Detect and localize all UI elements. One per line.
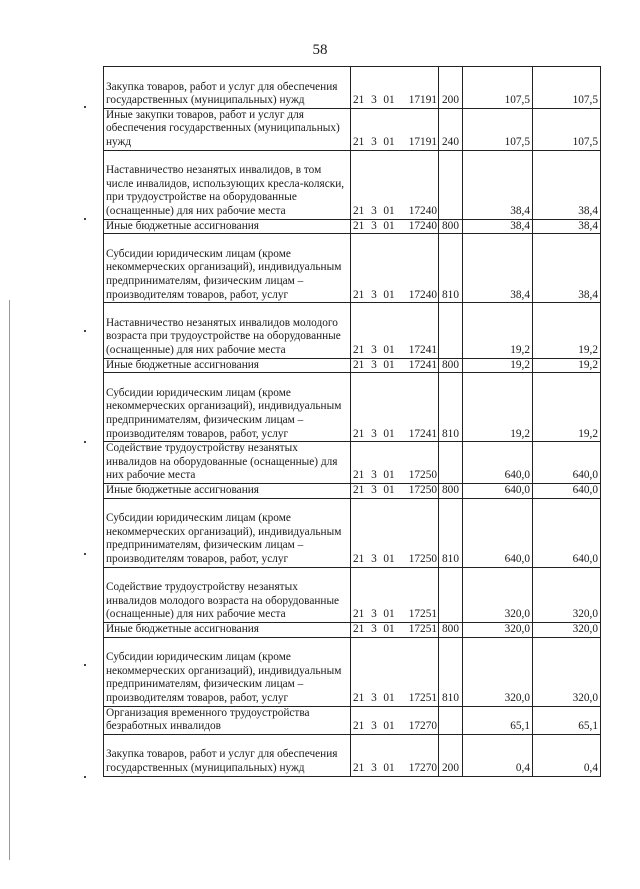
row-code xyxy=(351,108,439,150)
row-code xyxy=(351,373,439,442)
code-part: 17250 xyxy=(408,483,437,496)
code-part: 21 xyxy=(353,136,365,148)
row-amount-2: 640,0 xyxy=(533,442,601,484)
code-part: 21 xyxy=(353,469,365,482)
code-part: 21 xyxy=(353,608,365,621)
row-amount-2: 107,5 xyxy=(533,67,601,109)
row-name: Иные бюджетные ассигнования xyxy=(104,219,351,234)
row-expense-type xyxy=(439,442,463,484)
code-part: 01 xyxy=(383,469,395,482)
scan-dot xyxy=(84,664,86,666)
row-amount-1: 19,2 xyxy=(463,358,533,373)
row-amount-1: 640,0 xyxy=(463,483,533,498)
code-part: 01 xyxy=(383,219,395,232)
row-code xyxy=(351,358,439,373)
row-expense-type: 800 xyxy=(439,219,463,234)
code-part: 17240 xyxy=(408,219,437,232)
row-name: Субсидии юридическим лицам (кроме некоммерческих организаций), индивидуальным предпринимателям, физическим лицам – производителям товаров, работ, услуг xyxy=(104,498,351,567)
code-part: 21 xyxy=(353,483,365,496)
code-part: 01 xyxy=(383,761,395,774)
scan-dot xyxy=(84,441,86,443)
row-name: Субсидии юридическим лицам (кроме некоммерческих организаций), индивидуальным предпринимателям, физическим лицам – производителям товаров, работ, услуг xyxy=(104,637,351,706)
code-part: 01 xyxy=(383,552,395,565)
row-expense-type: 200 xyxy=(439,67,463,109)
row-expense-type xyxy=(439,567,463,622)
code-part: 01 xyxy=(383,483,395,496)
code-part: 01 xyxy=(383,358,395,371)
row-expense-type: 810 xyxy=(439,498,463,567)
row-name: Иные закупки товаров, работ и услуг для обеспечения государственных (муниципальных) нужд xyxy=(104,108,351,150)
code-part: 3 xyxy=(371,691,377,704)
row-code xyxy=(351,483,439,498)
code-part: 3 xyxy=(371,358,377,371)
row-amount-1: 320,0 xyxy=(463,637,533,706)
table-row xyxy=(104,498,601,567)
row-amount-2: 38,4 xyxy=(533,219,601,234)
row-expense-type: 810 xyxy=(439,234,463,303)
row-amount-1: 640,0 xyxy=(463,442,533,484)
row-expense-type: 810 xyxy=(439,637,463,706)
row-name: Наставничество незанятых инвалидов, в том числе инвалидов, использующих кресла-коляски, при трудоустройстве на оборудованные (оснащенные) для них рабочие места xyxy=(104,150,351,219)
row-name: Наставничество незанятых инвалидов молодого возраста при трудоустройстве на оборудованные (оснащенные) для них рабочие места xyxy=(104,303,351,358)
row-expense-type: 800 xyxy=(439,358,463,373)
code-part: 01 xyxy=(383,288,395,301)
row-expense-type xyxy=(439,150,463,219)
table-row xyxy=(104,567,601,622)
code-part: 21 xyxy=(353,219,365,232)
code-part: 3 xyxy=(371,483,377,496)
code-part: 17191 xyxy=(408,94,437,107)
row-expense-type xyxy=(439,303,463,358)
table-row xyxy=(104,373,601,442)
table-row xyxy=(104,150,601,219)
row-amount-1: 38,4 xyxy=(463,234,533,303)
code-part: 17251 xyxy=(408,622,437,635)
code-part: 3 xyxy=(371,469,377,482)
code-part: 17251 xyxy=(408,691,437,704)
code-part: 17240 xyxy=(408,288,437,301)
row-amount-2: 65,1 xyxy=(533,706,601,734)
row-amount-2: 38,4 xyxy=(533,234,601,303)
row-name: Субсидии юридическим лицам (кроме некоммерческих организаций), индивидуальным предпринимателям, физическим лицам – производителям товаров, работ, услуг xyxy=(104,373,351,442)
budget-table xyxy=(103,66,601,777)
table-row xyxy=(104,637,601,706)
code-part: 17241 xyxy=(408,427,437,440)
row-code xyxy=(351,234,439,303)
row-expense-type: 240 xyxy=(439,108,463,150)
code-part: 21 xyxy=(353,94,365,107)
row-expense-type: 800 xyxy=(439,622,463,637)
code-part: 17250 xyxy=(408,469,437,482)
code-part: 01 xyxy=(383,608,395,621)
row-amount-2: 320,0 xyxy=(533,622,601,637)
code-part: 01 xyxy=(383,205,395,217)
row-amount-2: 320,0 xyxy=(533,637,601,706)
code-part: 3 xyxy=(371,761,377,774)
row-code xyxy=(351,706,439,734)
code-part: 17250 xyxy=(408,552,437,565)
row-name: Субсидии юридическим лицам (кроме некоммерческих организаций), индивидуальным предпринимателям, физическим лицам – производителям товаров, работ, услуг xyxy=(104,234,351,303)
row-name: Иные бюджетные ассигнования xyxy=(104,483,351,498)
code-part: 01 xyxy=(383,94,395,107)
row-name: Закупка товаров, работ и услуг для обеспечения государственных (муниципальных) нужд xyxy=(104,734,351,776)
row-expense-type xyxy=(439,706,463,734)
table-row xyxy=(104,358,601,373)
code-part: 21 xyxy=(353,622,365,635)
code-part: 21 xyxy=(353,691,365,704)
row-code xyxy=(351,442,439,484)
row-code xyxy=(351,498,439,567)
code-part: 17191 xyxy=(408,136,437,148)
row-amount-2: 640,0 xyxy=(533,483,601,498)
code-part: 17241 xyxy=(408,358,437,371)
row-name: Закупка товаров, работ и услуг для обеспечения государственных (муниципальных) нужд xyxy=(104,67,351,109)
row-amount-2: 19,2 xyxy=(533,373,601,442)
row-amount-2: 19,2 xyxy=(533,358,601,373)
code-part: 17241 xyxy=(408,343,437,356)
row-code xyxy=(351,219,439,234)
row-name: Организация временного трудоустройства безработных инвалидов xyxy=(104,706,351,734)
row-expense-type: 800 xyxy=(439,483,463,498)
table-row xyxy=(104,219,601,234)
code-part: 21 xyxy=(353,427,365,440)
code-part: 3 xyxy=(371,205,377,217)
scan-margin-line xyxy=(9,300,10,860)
row-code xyxy=(351,637,439,706)
row-amount-2: 0,4 xyxy=(533,734,601,776)
row-code xyxy=(351,622,439,637)
row-code xyxy=(351,303,439,358)
row-amount-1: 320,0 xyxy=(463,567,533,622)
scan-dot xyxy=(84,218,86,220)
code-part: 21 xyxy=(353,288,365,301)
code-part: 3 xyxy=(371,720,377,733)
table-row xyxy=(104,442,601,484)
row-amount-1: 65,1 xyxy=(463,706,533,734)
code-part: 21 xyxy=(353,205,365,217)
row-amount-1: 38,4 xyxy=(463,219,533,234)
row-amount-2: 38,4 xyxy=(533,150,601,219)
row-amount-1: 107,5 xyxy=(463,108,533,150)
code-part: 3 xyxy=(371,288,377,301)
code-part: 3 xyxy=(371,622,377,635)
code-part: 17270 xyxy=(408,761,437,774)
scan-dot xyxy=(84,776,86,778)
code-part: 17270 xyxy=(408,720,437,733)
code-part: 21 xyxy=(353,552,365,565)
page-number: 58 xyxy=(312,42,328,58)
code-part: 01 xyxy=(383,343,395,356)
row-amount-1: 640,0 xyxy=(463,498,533,567)
row-name: Содействие трудоустройству незанятых инвалидов на оборудованные (оснащенные) для них рабочие места xyxy=(104,442,351,484)
code-part: 01 xyxy=(383,136,395,148)
table-row xyxy=(104,303,601,358)
code-part: 3 xyxy=(371,608,377,621)
code-part: 17240 xyxy=(408,205,437,217)
row-code xyxy=(351,150,439,219)
scan-dot xyxy=(84,330,86,332)
row-name: Иные бюджетные ассигнования xyxy=(104,622,351,637)
scan-dot xyxy=(84,106,86,108)
row-code xyxy=(351,67,439,109)
table-row xyxy=(104,67,601,109)
code-part: 21 xyxy=(353,720,365,733)
row-expense-type: 200 xyxy=(439,734,463,776)
row-name: Иные бюджетные ассигнования xyxy=(104,358,351,373)
table-row xyxy=(104,734,601,776)
code-part: 01 xyxy=(383,427,395,440)
row-name: Содействие трудоустройству незанятых инвалидов молодого возраста на оборудованные (оснащенные) для них рабочие места xyxy=(104,567,351,622)
code-part: 21 xyxy=(353,358,365,371)
code-part: 01 xyxy=(383,691,395,704)
code-part: 3 xyxy=(371,219,377,232)
row-code xyxy=(351,734,439,776)
code-part: 3 xyxy=(371,343,377,356)
table-row xyxy=(104,234,601,303)
code-part: 3 xyxy=(371,94,377,107)
budget-table-body xyxy=(104,67,601,777)
row-amount-1: 0,4 xyxy=(463,734,533,776)
row-amount-1: 19,2 xyxy=(463,373,533,442)
scan-dot xyxy=(84,553,86,555)
table-row xyxy=(104,108,601,150)
row-expense-type: 810 xyxy=(439,373,463,442)
row-amount-1: 107,5 xyxy=(463,67,533,109)
row-amount-2: 640,0 xyxy=(533,498,601,567)
row-amount-2: 320,0 xyxy=(533,567,601,622)
code-part: 21 xyxy=(353,343,365,356)
code-part: 3 xyxy=(371,552,377,565)
code-part: 01 xyxy=(383,720,395,733)
code-part: 01 xyxy=(383,622,395,635)
code-part: 3 xyxy=(371,136,377,148)
row-amount-1: 38,4 xyxy=(463,150,533,219)
row-amount-1: 19,2 xyxy=(463,303,533,358)
row-amount-2: 19,2 xyxy=(533,303,601,358)
row-code xyxy=(351,567,439,622)
row-amount-1: 320,0 xyxy=(463,622,533,637)
row-amount-2: 107,5 xyxy=(533,108,601,150)
code-part: 21 xyxy=(353,761,365,774)
table-row xyxy=(104,706,601,734)
code-part: 3 xyxy=(371,427,377,440)
table-row xyxy=(104,483,601,498)
table-row xyxy=(104,622,601,637)
code-part: 17251 xyxy=(408,608,437,621)
